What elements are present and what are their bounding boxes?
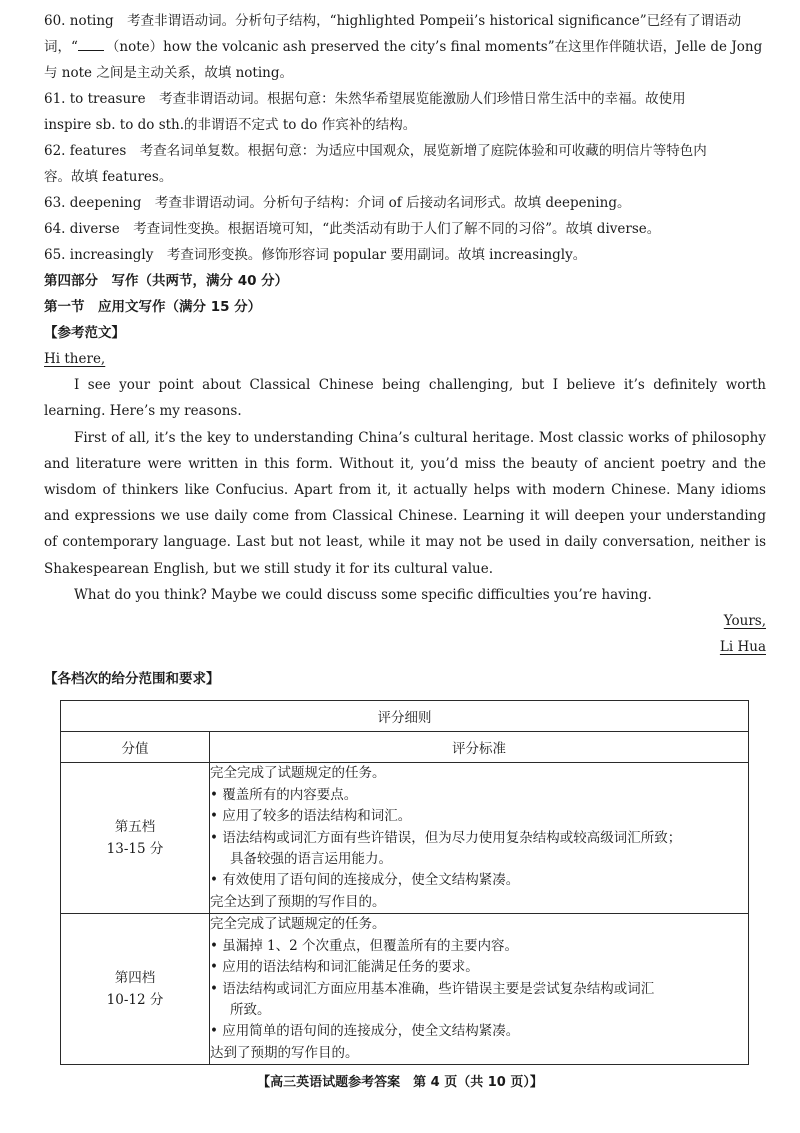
essay-closing [44, 608, 766, 634]
answer-line: 容。故填 features。 [44, 169, 173, 185]
answer-64 [44, 216, 766, 242]
sample-essay-label: 【参考范文】 [44, 325, 125, 341]
rubric-row-level-5 [61, 763, 749, 914]
column-header-standard: 评分标准 [210, 732, 749, 763]
criteria-line: • 有效使用了语句间的连接成分，使全文结构紧凑。 [210, 872, 520, 889]
level-cell [61, 914, 210, 1065]
signature-name: Li Hua [719, 639, 766, 656]
answer-line: 60. noting 考查非谓语动词。分析句子结构，“highlighted Pompeii’s historical significance”已经有了谓语动 [44, 13, 742, 29]
sample-essay [44, 346, 766, 660]
criteria-line: • 应用了较多的语法结构和词汇。 [210, 808, 412, 825]
answer-line: 与 note 之间是主动关系，故填 noting。 [44, 65, 294, 81]
criteria-cell [210, 914, 749, 1065]
criteria-line: • 虽漏掉 1、2 个次重点，但覆盖所有的主要内容。 [210, 937, 519, 954]
blank-underline [78, 36, 104, 51]
answer-line: inspire sb. to do sth.的非谓语不定式 to do 作宾补的结构。 [44, 117, 417, 133]
level-name: 第四档 [114, 970, 156, 987]
answer-line: 64. diverse 考查词性变换。根据语境可知，“此类活动有助于人们了解不同的习俗”。故填 diverse。 [44, 221, 661, 237]
answer-line: 61. to treasure 考查非谓语动词。根据句意：朱然华希望展览能激励人们珍惜日常生活中的幸福。故使用 [44, 91, 686, 107]
answer-65 [44, 242, 766, 268]
criteria-line: 完全完成了试题规定的任务。 [210, 916, 386, 933]
subsection-title: 第一节 应用文写作（满分 15 分） [44, 299, 262, 315]
rubric-title-row [61, 701, 749, 732]
answer-line: 65. increasingly 考查词形变换。修饰形容词 popular 要用副词。故填 increasingly。 [44, 247, 587, 263]
answer-line: 63. deepening 考查非谓语动词。分析句子结构：介词 of 后接动名词形式。故填 deepening。 [44, 195, 631, 211]
answer-text: （note）how the volcanic ash preserved the city’s final moments”在这里作伴随状语，Jelle de Jong [105, 39, 763, 55]
criteria-cell [210, 763, 749, 914]
criteria-line: 所致。 [230, 1001, 271, 1018]
essay-paragraph-3: What do you think? Maybe we could discuss some specific difficulties you’re having. [74, 586, 652, 603]
level-range: 13-15 分 [106, 841, 164, 858]
criteria-line: • 语法结构或词汇方面有些许错误，但为尽力使用复杂结构或较高级词汇所致； [210, 829, 682, 846]
level-cell [61, 763, 210, 914]
criteria-line: 达到了预期的写作目的。 [210, 1044, 359, 1061]
criteria-line: • 语法结构或词汇方面应用基本准确，些许错误主要是尝试复杂结构或词汇 [210, 980, 655, 997]
essay-paragraph-2: First of all, it’s the key to understanding China’s cultural heritage. Most classic works of philosophy and literature were written in this form. Without it, you’d miss the beauty of ancient poetry and the wisdom of thinkers like Confucius. Apart from it, it actually helps with modern Chinese. Many idioms and expressions we use daily come from Classical Chinese. Learning it will deepen your understanding of contemporary language. Last but not least, while it may not be used in daily conversation, neither is Shakespearean English, but we still study it for its cultural value. [44, 429, 766, 577]
answer-line: 62. features 考查名词单复数。根据句意：为适应中国观众，展览新增了庭院体验和可收藏的明信片等特色内 [44, 143, 707, 159]
criteria-line: • 应用的语法结构和词汇能满足任务的要求。 [210, 959, 479, 976]
criteria-line: 完全达到了预期的写作目的。 [210, 893, 386, 910]
scoring-rubric-table [60, 700, 749, 1065]
essay-paragraph-1: I see your point about Classical Chinese being challenging, but I believe it’s definitely worth learning. Here’s my reasons. [44, 377, 766, 420]
criteria-line: • 覆盖所有的内容要点。 [210, 786, 358, 803]
rubric-row-level-4 [61, 914, 749, 1065]
page-footer: 【高三英语试题参考答案 第 4 页（共 10 页）】 [257, 1075, 543, 1090]
answer-60 [44, 8, 766, 86]
answer-line [44, 34, 766, 60]
criteria-line: 具备较强的语言运用能力。 [230, 851, 392, 868]
answer-text: 词，“ [44, 39, 78, 55]
answer-explanations [44, 8, 766, 268]
rubric-title: 评分细则 [61, 701, 749, 732]
column-header-score: 分值 [61, 732, 210, 763]
level-name: 第五档 [114, 819, 156, 836]
greeting-text: Hi there, [44, 351, 106, 367]
closing-text: Yours, [723, 613, 766, 630]
essay-signature [44, 634, 766, 660]
answer-63 [44, 190, 766, 216]
criteria-line: 完全完成了试题规定的任务。 [210, 765, 386, 782]
criteria-line: • 应用简单的语句间的连接成分，使全文结构紧凑。 [210, 1023, 520, 1040]
rubric-header-row [61, 732, 749, 763]
answer-page [44, 8, 766, 1065]
answer-62 [44, 138, 766, 190]
section-title: 第四部分 写作（共两节，满分 40 分） [44, 273, 289, 289]
essay-greeting [44, 346, 766, 372]
level-range: 10-12 分 [106, 992, 164, 1009]
answer-61 [44, 86, 766, 138]
scoring-range-title: 【各档次的给分范围和要求】 [44, 671, 220, 688]
